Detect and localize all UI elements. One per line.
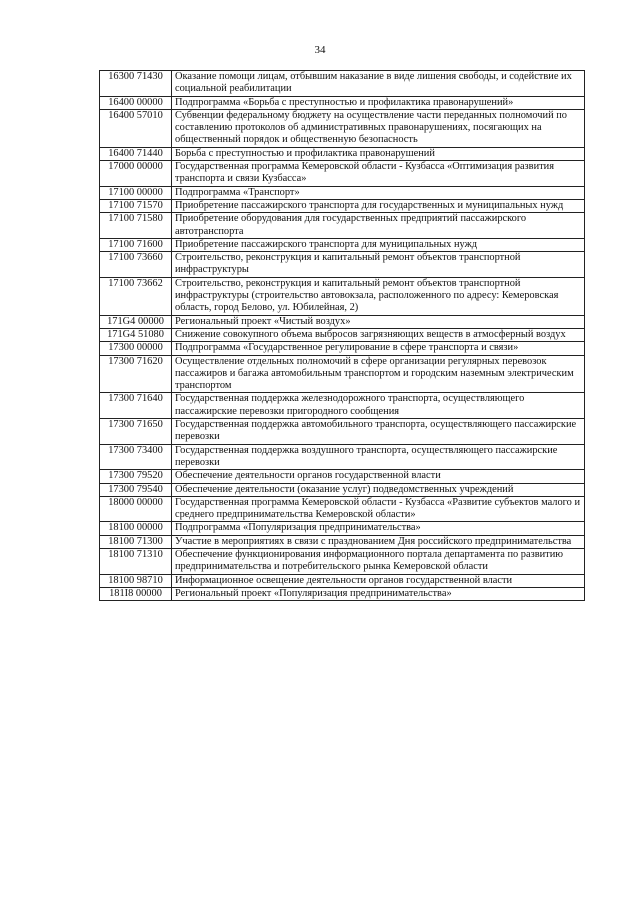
table-row <box>100 355 585 393</box>
row-code-cell: 16400 00000 <box>100 96 172 109</box>
row-code-cell: 17100 73660 <box>100 252 172 278</box>
row-name-cell: Региональный проект «Популяризация предпринимательства» <box>172 587 585 600</box>
row-code-cell: 171G4 51080 <box>100 328 172 341</box>
row-code-cell: 16400 57010 <box>100 109 172 147</box>
row-name-cell: Оказание помощи лицам, отбывшим наказание в виде лишения свободы, и содействие их социальной реабилитации <box>172 71 585 97</box>
table-row <box>100 393 585 419</box>
table-row <box>100 522 585 535</box>
table-row <box>100 328 585 341</box>
row-code-cell: 17100 71580 <box>100 213 172 239</box>
row-code-cell: 17000 00000 <box>100 161 172 187</box>
row-code-cell: 18100 71310 <box>100 548 172 574</box>
table-row <box>100 186 585 199</box>
table-row <box>100 147 585 160</box>
table-row <box>100 277 585 315</box>
row-code-cell: 16300 71430 <box>100 71 172 97</box>
table-row <box>100 483 585 496</box>
row-name-cell: Подпрограмма «Государственное регулирование в сфере транспорта и связи» <box>172 342 585 355</box>
row-name-cell: Приобретение оборудования для государственных предприятий пассажирского автотранспорта <box>172 213 585 239</box>
row-name-cell: Осуществление отдельных полномочий в сфере организации регулярных перевозок пассажиров и багажа автомобильным транспортом и городским наземным электрическим транспортом <box>172 355 585 393</box>
row-name-cell: Государственная поддержка автомобильного транспорта, осуществляющего пассажирские перевозки <box>172 419 585 445</box>
table-row <box>100 587 585 600</box>
row-code-cell: 17300 73400 <box>100 444 172 470</box>
table-row <box>100 213 585 239</box>
table-row <box>100 342 585 355</box>
row-name-cell: Региональный проект «Чистый воздух» <box>172 315 585 328</box>
row-code-cell: 17300 79540 <box>100 483 172 496</box>
row-code-cell: 17300 71650 <box>100 419 172 445</box>
table-row <box>100 71 585 97</box>
row-code-cell: 17300 00000 <box>100 342 172 355</box>
row-name-cell: Подпрограмма «Борьба с преступностью и профилактика правонарушений» <box>172 96 585 109</box>
row-name-cell: Государственная программа Кемеровской области - Кузбасса «Развитие субъектов малого и среднего предпринимательства Кемеровской области» <box>172 496 585 522</box>
row-name-cell: Государственная поддержка воздушного транспорта, осуществляющего пассажирские перевозки <box>172 444 585 470</box>
table-row <box>100 419 585 445</box>
table-row <box>100 96 585 109</box>
row-code-cell: 181I8 00000 <box>100 587 172 600</box>
row-name-cell: Обеспечение функционирования информационного портала департамента по развитию предпринимательства и потребительского рынка Кемеровской области <box>172 548 585 574</box>
table-row <box>100 444 585 470</box>
row-name-cell: Обеспечение деятельности органов государственной власти <box>172 470 585 483</box>
row-name-cell: Приобретение пассажирского транспорта для муниципальных нужд <box>172 238 585 251</box>
table-row <box>100 574 585 587</box>
row-name-cell: Строительство, реконструкция и капитальный ремонт объектов транспортной инфраструктуры <box>172 252 585 278</box>
row-name-cell: Обеспечение деятельности (оказание услуг) подведомственных учреждений <box>172 483 585 496</box>
row-name-cell: Борьба с преступностью и профилактика правонарушений <box>172 147 585 160</box>
table-row <box>100 199 585 212</box>
classification-table <box>99 70 585 601</box>
row-name-cell: Участие в мероприятиях в связи с празднованием Дня российского предпринимательства <box>172 535 585 548</box>
table-row <box>100 161 585 187</box>
row-code-cell: 18000 00000 <box>100 496 172 522</box>
row-name-cell: Снижение совокупного объема выбросов загрязняющих веществ в атмосферный воздух <box>172 328 585 341</box>
table-row <box>100 496 585 522</box>
row-code-cell: 17100 00000 <box>100 186 172 199</box>
table-row <box>100 238 585 251</box>
row-code-cell: 18100 98710 <box>100 574 172 587</box>
row-code-cell: 18100 71300 <box>100 535 172 548</box>
row-code-cell: 16400 71440 <box>100 147 172 160</box>
row-code-cell: 171G4 00000 <box>100 315 172 328</box>
table-row <box>100 109 585 147</box>
row-name-cell: Государственная программа Кемеровской области - Кузбасса «Оптимизация развития транспорта и связи Кузбасса» <box>172 161 585 187</box>
page-number: 34 <box>314 44 326 56</box>
table-body <box>100 71 585 601</box>
row-name-cell: Приобретение пассажирского транспорта для государственных и муниципальных нужд <box>172 199 585 212</box>
row-name-cell: Подпрограмма «Популяризация предпринимательства» <box>172 522 585 535</box>
table-row <box>100 470 585 483</box>
table-row <box>100 252 585 278</box>
row-name-cell: Государственная поддержка железнодорожного транспорта, осуществляющего пассажирские перевозки пригородного сообщения <box>172 393 585 419</box>
row-code-cell: 17300 79520 <box>100 470 172 483</box>
table-row <box>100 535 585 548</box>
table-row <box>100 315 585 328</box>
row-code-cell: 17300 71620 <box>100 355 172 393</box>
row-name-cell: Субвенции федеральному бюджету на осуществление части переданных полномочий по составлению протоколов об административных правонарушениях, посягающих на общественный порядок и общественную безопасность <box>172 109 585 147</box>
row-name-cell: Строительство, реконструкция и капитальный ремонт объектов транспортной инфраструктуры (строительство автовокзала, расположенного по адресу: Кемеровская область, город Белово, ул. Юбилейная, 2) <box>172 277 585 315</box>
table-row <box>100 548 585 574</box>
row-code-cell: 18100 00000 <box>100 522 172 535</box>
row-code-cell: 17100 73662 <box>100 277 172 315</box>
row-code-cell: 17100 71570 <box>100 199 172 212</box>
row-name-cell: Подпрограмма «Транспорт» <box>172 186 585 199</box>
row-name-cell: Информационное освещение деятельности органов государственной власти <box>172 574 585 587</box>
row-code-cell: 17300 71640 <box>100 393 172 419</box>
row-code-cell: 17100 71600 <box>100 238 172 251</box>
